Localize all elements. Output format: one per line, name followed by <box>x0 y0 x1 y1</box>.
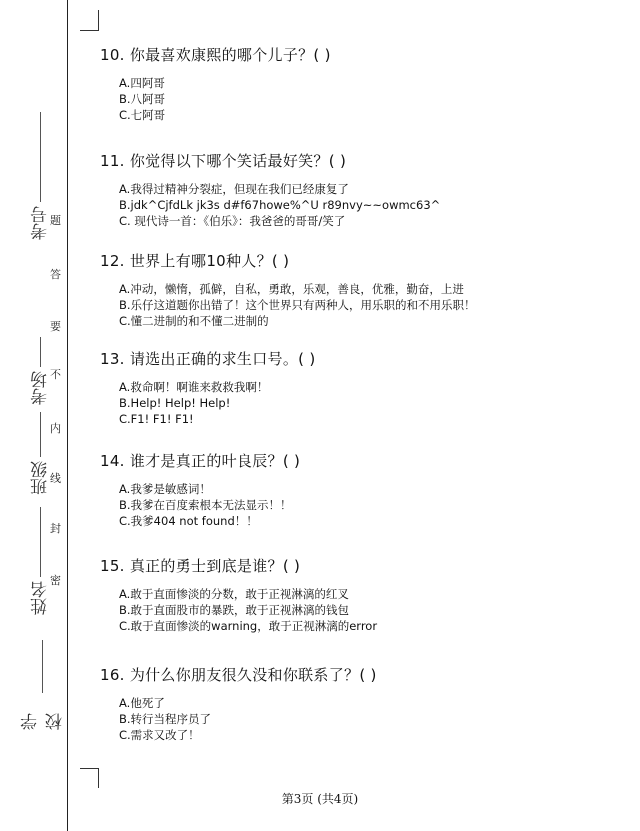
class-label: 班级 <box>31 461 51 495</box>
option-c: C.F1! F1! F1! <box>119 412 194 426</box>
seal-char: 内 <box>50 422 61 435</box>
option-list <box>119 181 440 229</box>
question-14 <box>100 450 300 529</box>
option-list <box>119 481 300 529</box>
exam-number-label: 考号 <box>31 206 51 240</box>
question-12 <box>100 250 476 329</box>
option-list <box>119 75 331 123</box>
binding-margin <box>0 0 72 831</box>
school-field <box>18 640 68 730</box>
question-13 <box>100 348 316 427</box>
question-title: 15. 真正的勇士到底是谁？( ) <box>100 557 301 575</box>
page-number: 第3页 (共4页) <box>281 792 359 806</box>
option-c: C. 现代诗一首：《伯乐》：我爸爸的哥哥/笑了 <box>119 214 346 228</box>
option-a: A.冲动，懒惰，孤僻，自私，勇敢，乐观，善良，优雅，勤奋，上进 <box>119 282 464 296</box>
option-b: B.敢于直面股市的暴跌，敢于正视淋漓的钱包 <box>119 603 350 617</box>
option-list <box>119 695 377 743</box>
option-list <box>119 586 377 634</box>
option-c: C.懂二进制的和不懂二进制的 <box>119 314 269 328</box>
option-c: C.我爹404 not found！！ <box>119 514 258 528</box>
option-a: A.四阿哥 <box>119 76 165 90</box>
seal-char: 密 <box>50 574 61 587</box>
option-b: B.八阿哥 <box>119 92 166 106</box>
option-b: B.Help! Help! Help! <box>119 396 231 410</box>
question-10 <box>100 44 331 123</box>
option-b: B.jdk^CjfdLk jk3s d#f67howe%^U r89nvy~~owmc63^ <box>119 198 441 212</box>
option-a: A.我爹是敏感词！ <box>119 482 211 496</box>
option-c: C.敢于直面惨淡的warning，敢于正视淋漓的error <box>119 619 378 633</box>
exam-room-label: 考场 <box>31 371 51 405</box>
option-a: A.我得过精神分裂症，但现在我们已经康复了 <box>119 182 349 196</box>
name-label: 姓名 <box>31 581 51 615</box>
option-c: C.需求又改了！ <box>119 728 200 742</box>
question-title: 10. 你最喜欢康熙的哪个儿子？( ) <box>100 46 331 64</box>
option-b: B.转行当程序员了 <box>119 712 212 726</box>
question-title: 13. 请选出正确的求生口号。( ) <box>100 350 316 368</box>
seal-char: 答 <box>50 268 61 281</box>
option-a: A.救命啊！啊谁来救救我啊！ <box>119 380 269 394</box>
option-list <box>119 281 476 329</box>
option-list <box>119 379 316 427</box>
question-title: 11. 你觉得以下哪个笑话最好笑？( ) <box>100 152 347 170</box>
option-b: B.乐仔这道题你出错了！这个世界只有两种人，用乐职的和不用乐职！ <box>119 298 476 312</box>
option-a: A.敢于直面惨淡的分数，敢于正视淋漓的红叉 <box>119 587 349 601</box>
option-c: C.七阿哥 <box>119 108 166 122</box>
question-title: 12. 世界上有哪10种人？( ) <box>100 252 290 270</box>
seal-char: 封 <box>50 522 61 535</box>
question-16 <box>100 664 377 743</box>
question-11 <box>100 150 440 229</box>
seal-char: 不 <box>50 368 61 381</box>
seal-char: 题 <box>50 214 61 227</box>
question-title: 14. 谁才是真正的叶良辰？( ) <box>100 452 301 470</box>
question-15 <box>100 555 377 634</box>
option-b: B.我爹在百度索根本无法显示！！ <box>119 498 292 512</box>
seal-char: 要 <box>50 320 61 333</box>
option-a: A.他死了 <box>119 696 165 710</box>
school-label: 学校 <box>21 713 66 730</box>
seal-char: 线 <box>50 472 61 485</box>
question-title: 16. 为什么你朋友很久没和你联系了？( ) <box>100 666 377 684</box>
